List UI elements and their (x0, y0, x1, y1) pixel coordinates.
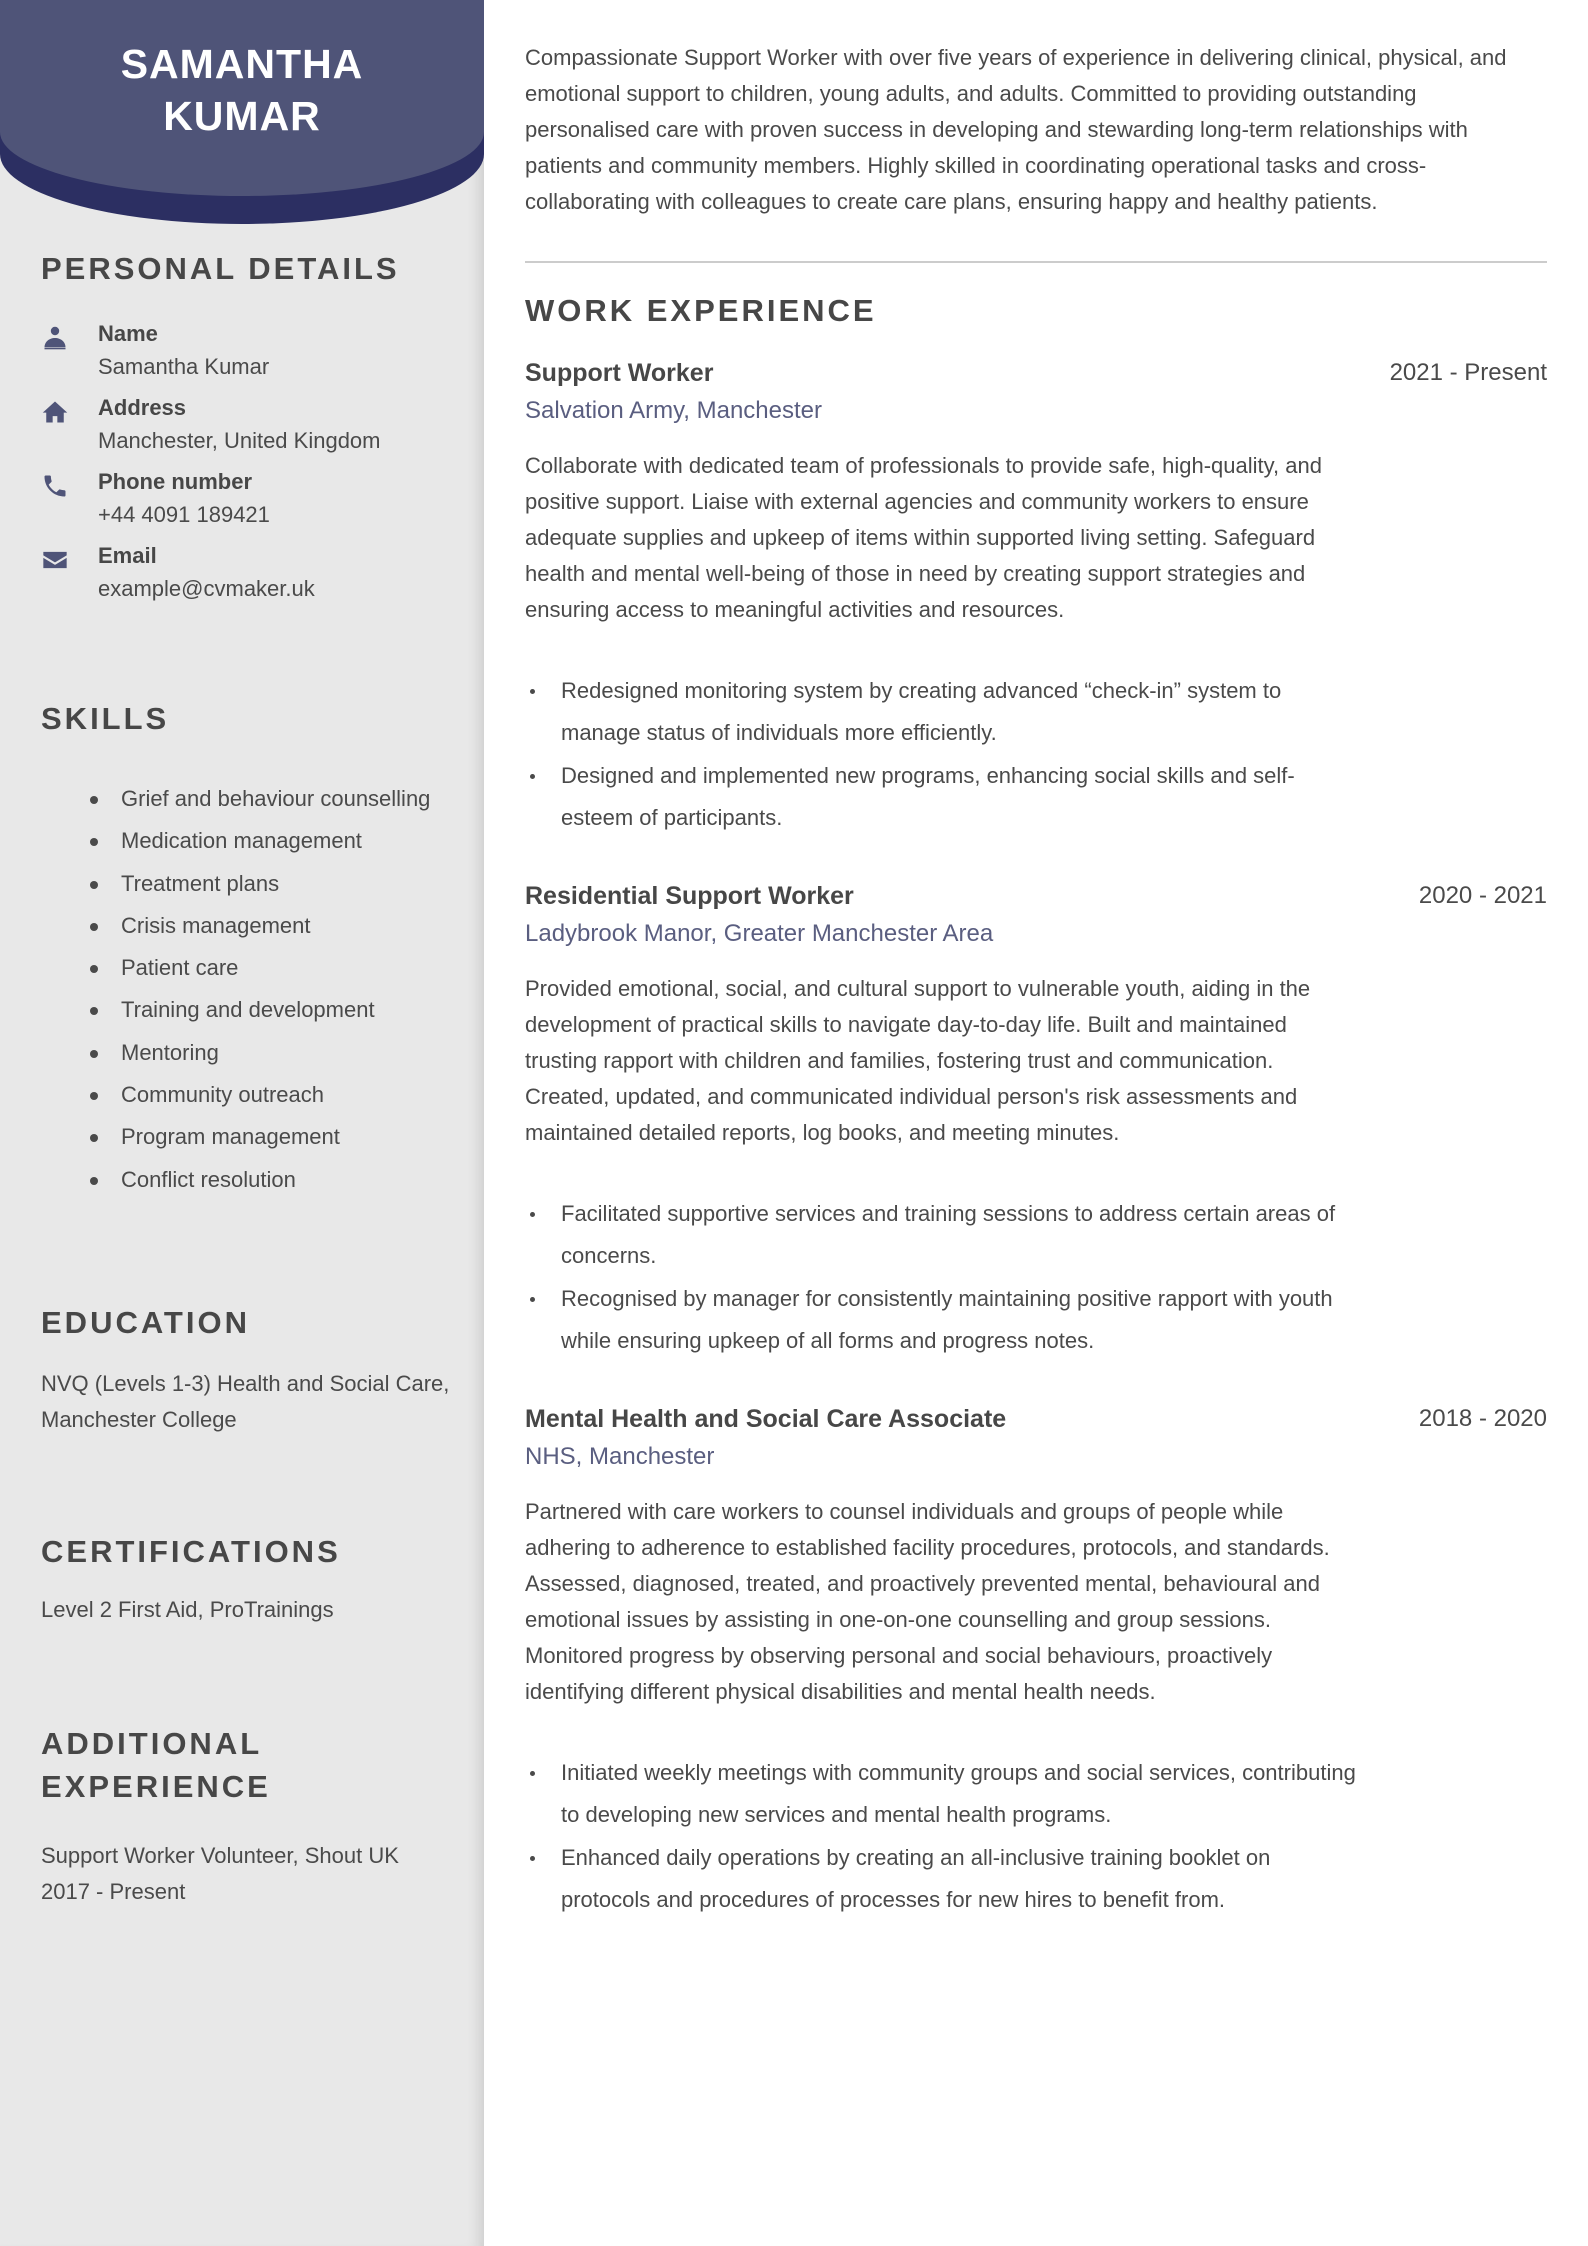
skill-item: Conflict resolution (90, 1159, 430, 1201)
detail-value: example@cvmaker.uk (98, 576, 315, 601)
achievement-item: Redesigned monitoring system by creating advanced “check-in” system to manage status of individuals more efficiently. (525, 670, 1365, 755)
work-experience-heading: WORK EXPERIENCE (525, 293, 877, 328)
home-icon (41, 398, 69, 426)
additional-heading-line1: ADDITIONAL (41, 1726, 263, 1761)
job-dates: 2020 - 2021 (1418, 882, 1547, 909)
skill-item: Mentoring (90, 1032, 430, 1074)
job-dates: 2018 - 2020 (1418, 1405, 1547, 1432)
job-description: Partnered with care workers to counsel individuals and groups of people while adhering to adherence to established facility procedures, protocols, and standards. Assessed, diagnosed, treated, and proactively prevented mental, behavioural and emotional issues by assisting in one-on-one counselling and group sessions. Monitored progress by observing personal and social behaviours, proactively identifying different physical disabilities and mental health needs. (525, 1499, 1330, 1704)
phone-icon (41, 472, 69, 500)
achievement-item: Enhanced daily operations by creating an all-inclusive training booklet on protocols and procedures of processes for new hires to benefit from. (525, 1837, 1365, 1922)
skill-item: Medication management (90, 820, 430, 862)
detail-label: Email (98, 543, 157, 568)
detail-value: +44 4091 189421 (98, 502, 270, 527)
skills-list (90, 778, 430, 1201)
additional-dates: 2017 - Present (41, 1879, 186, 1904)
detail-label: Name (98, 321, 158, 346)
detail-value: Samantha Kumar (98, 354, 270, 379)
skill-item: Treatment plans (90, 863, 430, 905)
additional-experience-heading (41, 1722, 271, 1808)
job-title: Mental Health and Social Care Associate (525, 1405, 1007, 1433)
job-description: Collaborate with dedicated team of professionals to provide safe, high-quality, and positive support. Liaise with external agencies and community workers to ensure adequate supplies and upkeep of items within supported living setting. Safeguard health and mental well-being of those in need by creating support strategies and ensuring access to meaningful activities and resources. (525, 453, 1322, 622)
job-company: NHS, Manchester (525, 1443, 715, 1470)
job-achievements (525, 1752, 1365, 1921)
certifications-heading: CERTIFICATIONS (41, 1534, 341, 1569)
sidebar (0, 0, 484, 2246)
skill-item: Program management (90, 1116, 430, 1158)
job-description: Provided emotional, social, and cultural support to vulnerable youth, aiding in the development of practical skills to navigate day-to-day life. Built and maintained trusting rapport with children and families, fostering trust and communication. Created, updated, and communicated individual person's risk assessments and maintained detailed reports, log books, and meeting minutes. (525, 976, 1311, 1145)
candidate-name (0, 38, 484, 142)
job-title: Support Worker (525, 359, 714, 387)
detail-value: Manchester, United Kingdom (98, 428, 381, 453)
first-name: SAMANTHA (120, 41, 364, 87)
certifications-text: Level 2 First Aid, ProTrainings (41, 1597, 334, 1622)
skill-item: Crisis management (90, 905, 430, 947)
detail-label: Phone number (98, 469, 253, 494)
section-divider (525, 261, 1547, 263)
skill-item: Training and development (90, 989, 430, 1031)
achievement-item: Facilitated supportive services and training sessions to address certain areas of concerns. (525, 1193, 1365, 1278)
skill-item: Patient care (90, 947, 430, 989)
achievement-item: Recognised by manager for consistently maintaining positive rapport with youth while ensuring upkeep of all forms and progress notes. (525, 1278, 1365, 1363)
education-text: NVQ (Levels 1-3) Health and Social Care, Manchester College (41, 1371, 450, 1432)
profile-summary: Compassionate Support Worker with over five years of experience in delivering clinical, physical, and emotional support to children, young adults, and adults. Committed to providing outstanding personalised care with proven success in developing and stewarding long-term relationships with patients and community members. Highly skilled in coordinating operational tasks and cross-collaborating with colleagues to create care plans, ensuring happy and healthy patients. (525, 45, 1507, 214)
detail-name (41, 318, 461, 392)
skill-item: Community outreach (90, 1074, 430, 1116)
job-company: Salvation Army, Manchester (525, 397, 823, 424)
job-title: Residential Support Worker (525, 882, 854, 910)
person-icon (41, 324, 69, 352)
achievement-item: Designed and implemented new programs, enhancing social skills and self-esteem of participants. (525, 755, 1365, 840)
additional-heading-line2: EXPERIENCE (41, 1769, 271, 1804)
additional-experience-text (41, 1838, 461, 1910)
skills-heading: SKILLS (41, 701, 170, 736)
skill-item: Grief and behaviour counselling (90, 778, 430, 820)
achievement-item: Initiated weekly meetings with community groups and social services, contributing to developing new services and mental health programs. (525, 1752, 1365, 1837)
email-icon (41, 546, 69, 574)
detail-email (41, 540, 461, 614)
education-heading: EDUCATION (41, 1305, 250, 1340)
job-achievements (525, 1193, 1365, 1362)
detail-address (41, 392, 461, 466)
last-name: KUMAR (163, 93, 321, 139)
job-achievements (525, 670, 1365, 839)
detail-label: Address (98, 395, 187, 420)
job-company: Ladybrook Manor, Greater Manchester Area (525, 920, 994, 947)
detail-phone (41, 466, 461, 540)
additional-role: Support Worker Volunteer, Shout UK (41, 1843, 399, 1868)
personal-details-heading: PERSONAL DETAILS (41, 251, 400, 286)
job-dates: 2021 - Present (1389, 359, 1547, 386)
